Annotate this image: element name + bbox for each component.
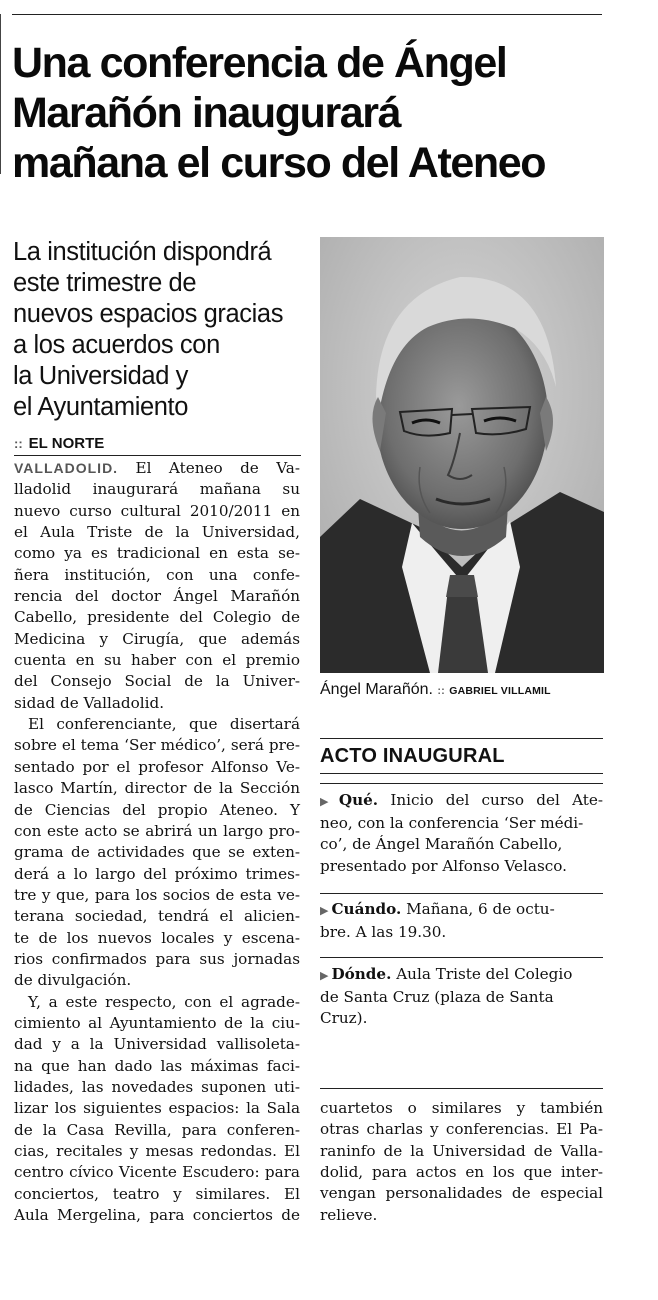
sidebar-box-title: ACTO INAUGURAL — [320, 738, 603, 774]
headline-line: Marañón inaugurará — [12, 89, 401, 137]
article-line: na que han dado las máximas faci- — [14, 1056, 300, 1075]
box-item-que: ▶ Qué. Inicio del curso del Ate- neo, con la conferencia ‘Ser médi- co’, de Ángel Marañón Cabello, presentado por Alfonso Velasco. — [320, 790, 603, 877]
dateline-city: VALLADOLID. — [14, 460, 119, 476]
headline-line: mañana el curso del Ateneo — [12, 139, 546, 187]
article-line: rios confirmados para sus jornadas — [14, 949, 300, 968]
article-line: con este acto se abrirá un largo pro- — [14, 821, 300, 840]
article-line: relieve. — [320, 1205, 378, 1224]
article-body-left — [14, 458, 300, 1226]
byline-marker: :: — [14, 436, 23, 451]
article-line: Medicina y Cirugía, que además — [14, 629, 300, 648]
article-line: cuartetos o similares y también — [320, 1099, 603, 1117]
headline — [12, 38, 612, 188]
subtitle-line: este trimestre de — [13, 269, 197, 297]
article-line: tre y que, para los socios de esta ve- — [14, 885, 300, 904]
triangle-icon: ▶ — [320, 969, 329, 982]
box-item-label: Dónde. — [331, 965, 392, 983]
portrait-illustration — [320, 237, 604, 673]
article-line: lladolid inaugurará mañana su — [14, 480, 300, 499]
box-item-line: neo, con la conferencia ‘Ser médi- — [320, 813, 584, 832]
article-line: vengan personalidades de especial — [320, 1184, 603, 1203]
subtitle-line: a los acuerdos con — [13, 331, 220, 359]
triangle-icon: ▶ — [320, 795, 336, 808]
article-line: rencia del doctor Ángel Marañón — [14, 587, 300, 606]
box-item-line: de Santa Cruz (plaza de Santa — [320, 987, 554, 1006]
box-item-line: co’, de Ángel Marañón Cabello, — [320, 835, 563, 853]
box-divider — [320, 893, 603, 894]
article-line: sobre el tema ‘Ser médico’, será pre- — [14, 736, 300, 755]
article-line: de la Casa Revilla, para conferen- — [14, 1120, 300, 1139]
article-line: El conferenciante, que disertará — [28, 715, 300, 734]
caption-name: Ángel Marañón. — [320, 681, 433, 698]
article-line: cias, recitales y mesas redondas. El — [14, 1142, 300, 1160]
photo-credit: GABRIEL VILLAMIL — [449, 685, 551, 697]
article-line: como ya es tradicional en esta se- — [14, 544, 300, 563]
article-line: nuevo curso cultural 2010/2011 en — [14, 501, 300, 520]
article-line: te de los nuevos locales y escena- — [14, 928, 300, 947]
box-item-line: Cruz). — [320, 1009, 368, 1027]
article-line: derá a lo largo del próximo trimes- — [14, 864, 300, 883]
subtitle-line: el Ayuntamiento — [13, 393, 188, 421]
article-line: centro cívico Vicente Escudero: para — [14, 1163, 300, 1182]
article-line: raninfo de la Universidad de Valla- — [320, 1141, 603, 1160]
article-line: grama de actividades que se exten- — [14, 843, 300, 862]
article-line: de divulgación. — [14, 971, 132, 990]
article-line: dad y a la Universidad vallisoleta- — [14, 1035, 300, 1054]
box-divider — [320, 957, 603, 958]
article-line: dolid, para actos en los que inter- — [320, 1163, 603, 1182]
article-line: de Ciencias del propio Ateneo. Y — [14, 800, 300, 819]
box-item-cuando: ▶ Cuándo. Mañana, 6 de octu- bre. A las 19.30. — [320, 899, 603, 943]
box-item-line: presentado por Alfonso Velasco. — [320, 856, 567, 875]
subtitle — [13, 237, 313, 423]
page-edge-rule — [0, 14, 1, 174]
portrait-photo — [320, 237, 604, 673]
byline-author: EL NORTE — [28, 435, 105, 452]
article-line: lizar los siguientes espacios: la Sala — [14, 1099, 300, 1118]
article-line: conciertos, teatro y similares. El — [14, 1184, 300, 1203]
article-line: Y, a este respecto, con el agrade- — [28, 992, 300, 1011]
headline-line: Una conferencia de Ángel — [12, 39, 507, 87]
byline — [14, 435, 301, 456]
article-line: el Aula Triste de la Universidad, — [14, 523, 300, 542]
article-line: sidad de Valladolid. — [14, 693, 165, 712]
subtitle-line: la Universidad y — [13, 362, 189, 390]
article-line: lidades, las novedades suponen uti- — [14, 1077, 300, 1096]
subtitle-line: La institución dispondrá — [13, 238, 272, 266]
article-line: cuenta en su haber con el premio — [14, 651, 300, 670]
article-line: cimiento al Ayuntamiento de la ciu- — [14, 1013, 300, 1032]
article-line: ñera institución, con una confe- — [14, 565, 300, 584]
article-line: lasco Martín, director de la Sección — [14, 779, 300, 798]
box-item-label: Qué. — [338, 791, 379, 809]
triangle-icon: ▶ — [320, 904, 329, 917]
article-body-right — [320, 1098, 603, 1226]
box-item-donde: ▶ Dónde. Aula Triste del Colegio de Santa Cruz (plaza de Santa Cruz). — [320, 964, 603, 1030]
article-line: Aula Mergelina, para conciertos de — [14, 1206, 300, 1225]
article-line: otras charlas y conferencias. El Pa- — [320, 1120, 603, 1139]
article-line: sentado por el profesor Alfonso Ve- — [14, 757, 300, 776]
article-line: del Consejo Social de la Univer- — [14, 672, 300, 691]
box-item-label: Cuándo. — [331, 900, 402, 918]
subtitle-line: nuevos espacios gracias — [13, 300, 284, 328]
caption-marker: :: — [437, 685, 445, 697]
box-divider — [320, 783, 603, 784]
box-item-line: bre. A las 19.30. — [320, 922, 447, 941]
article-line: VALLADOLID. El Ateneo de Va- — [14, 459, 300, 477]
article-line: Cabello, presidente del Colegio de — [14, 608, 300, 627]
box-bottom-rule — [320, 1088, 603, 1089]
photo-caption — [320, 681, 610, 699]
top-rule — [12, 14, 602, 15]
article-line: terana sociedad, tendrá el alicien- — [14, 907, 300, 926]
